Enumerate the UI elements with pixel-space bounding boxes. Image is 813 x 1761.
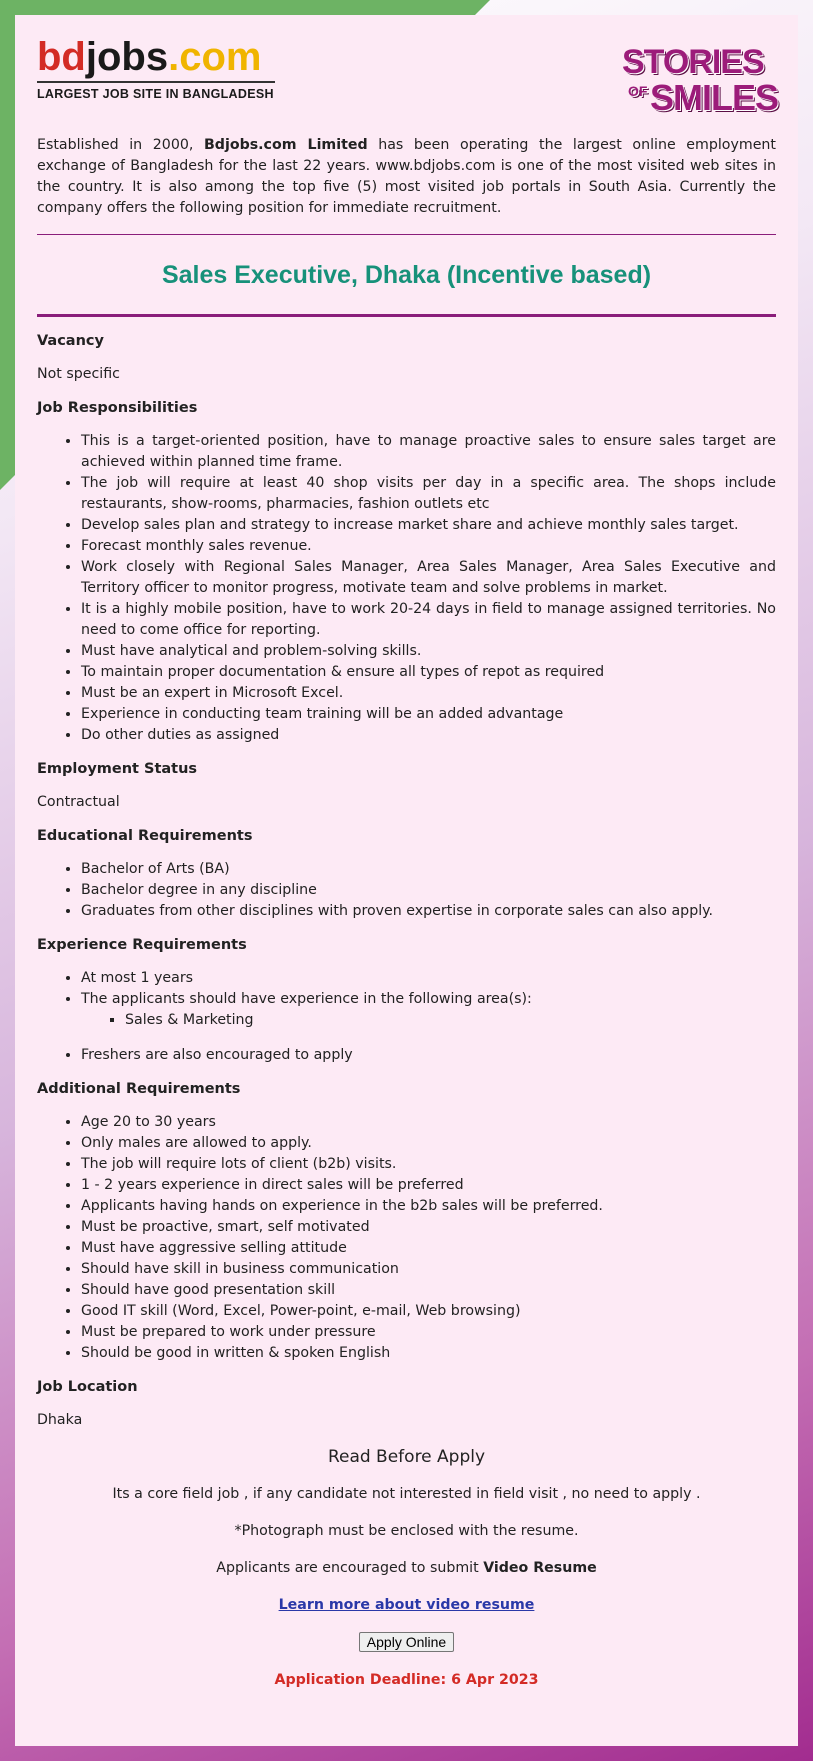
logo-wordmark: bdjobs.com: [37, 35, 262, 79]
company-intro: Established in 2000, Bdjobs.com Limited has been operating the largest online employment exchange of Bangladesh for the last 22 years. www.bdjobs.com is one of the most visited web sites in the country. It is also among the top five (5) most visited job portals in South Asia. Currently the company offers the following position for immediate recruitment.: [37, 137, 776, 216]
list-item: • Should have skill in business communication: [81, 1259, 776, 1280]
list-item: • The applicants should have experience in the following area(s): ▪ Sales & Marketing: [81, 989, 776, 1031]
list-item: • Must have aggressive selling attitude: [81, 1238, 776, 1259]
responsibilities-heading: Job Responsibilities: [37, 400, 198, 416]
experience-list: [37, 968, 776, 1066]
photograph-note: *Photograph must be enclosed with the resume.: [234, 1523, 579, 1539]
list-item: • At most 1 years: [81, 968, 776, 989]
additional-heading: Additional Requirements: [37, 1081, 241, 1097]
list-item: • Bachelor of Arts (BA): [81, 859, 776, 880]
video-resume-note: Applicants are encouraged to submit Video Resume: [216, 1560, 597, 1576]
location-value: Dhaka: [37, 1412, 83, 1428]
list-item: • Must have analytical and problem-solving skills.: [81, 641, 776, 662]
list-item: • Forecast monthly sales revenue.: [81, 536, 776, 557]
bdjobs-logo[interactable]: [37, 35, 275, 101]
list-item: • Applicants having hands on experience in the b2b sales will be preferred.: [81, 1196, 776, 1217]
experience-heading: Experience Requirements: [37, 937, 247, 953]
list-item: • Should have good presentation skill: [81, 1280, 776, 1301]
divider-thick: [37, 314, 776, 317]
list-item: • To maintain proper documentation & ensure all types of repot as required: [81, 662, 776, 683]
additional-list: [37, 1112, 776, 1364]
video-resume-link[interactable]: Learn more about video resume: [278, 1597, 535, 1613]
field-job-note: Its a core field job , if any candidate not interested in field visit , no need to apply .: [112, 1486, 701, 1502]
employment-status-value: Contractual: [37, 794, 120, 810]
list-item: • Age 20 to 30 years: [81, 1112, 776, 1133]
employment-status-heading: Employment Status: [37, 761, 198, 777]
stories-of-smiles-logo: STORIES OF SMILES: [622, 43, 779, 118]
header: [37, 35, 779, 135]
list-item: • This is a target-oriented position, have to manage proactive sales to ensure sales target are achieved within planned time frame.: [81, 431, 776, 473]
responsibilities-list: [37, 431, 776, 746]
list-item: • Only males are allowed to apply.: [81, 1133, 776, 1154]
list-item: • The job will require at least 40 shop visits per day in a specific area. The shops include restaurants, show-rooms, pharmacies, fashion outlets etc: [81, 473, 776, 515]
divider-thin: [37, 234, 776, 235]
list-item: • Develop sales plan and strategy to increase market share and achieve monthly sales target.: [81, 515, 776, 536]
list-item: ▪ Sales & Marketing: [125, 1010, 776, 1031]
vacancy-heading: Vacancy: [37, 333, 104, 349]
list-item: • 1 - 2 years experience in direct sales will be preferred: [81, 1175, 776, 1196]
job-card: [15, 15, 798, 1746]
list-item: • Work closely with Regional Sales Manager, Area Sales Manager, Area Sales Executive and Territory officer to monitor progress, motivate team and solve problems in market.: [81, 557, 776, 599]
experience-areas-list: [81, 1010, 776, 1031]
list-item: • Do other duties as assigned: [81, 725, 776, 746]
list-item: • Must be an expert in Microsoft Excel.: [81, 683, 776, 704]
list-item: • Should be good in written & spoken English: [81, 1343, 776, 1364]
list-item: • Must be proactive, smart, self motivated: [81, 1217, 776, 1238]
vacancy-value: Not specific: [37, 366, 120, 382]
list-item: • Bachelor degree in any discipline: [81, 880, 776, 901]
list-item: • Freshers are also encouraged to apply: [81, 1045, 776, 1066]
read-before-apply-heading: Read Before Apply: [327, 1447, 486, 1467]
apply-section: [37, 1447, 776, 1691]
education-list: [37, 859, 776, 922]
education-heading: Educational Requirements: [37, 828, 253, 844]
list-item: • Must be prepared to work under pressure: [81, 1322, 776, 1343]
list-item: • Experience in conducting team training will be an added advantage: [81, 704, 776, 725]
list-item: • It is a highly mobile position, have to work 20-24 days in field to manage assigned territories. No need to come office for reporting.: [81, 599, 776, 641]
list-item: • Graduates from other disciplines with proven expertise in corporate sales can also apply.: [81, 901, 776, 922]
application-deadline: Application Deadline: 6 Apr 2023: [274, 1672, 539, 1688]
list-item: • The job will require lots of client (b2b) visits.: [81, 1154, 776, 1175]
apply-online-button[interactable]: Apply Online: [359, 1632, 454, 1652]
location-heading: Job Location: [37, 1379, 138, 1395]
job-title: Sales Executive, Dhaka (Incentive based): [161, 261, 652, 289]
logo-divider: [37, 81, 275, 83]
list-item: • Good IT skill (Word, Excel, Power-point, e-mail, Web browsing): [81, 1301, 776, 1322]
logo-tagline: LARGEST JOB SITE IN BANGLADESH: [37, 87, 274, 101]
